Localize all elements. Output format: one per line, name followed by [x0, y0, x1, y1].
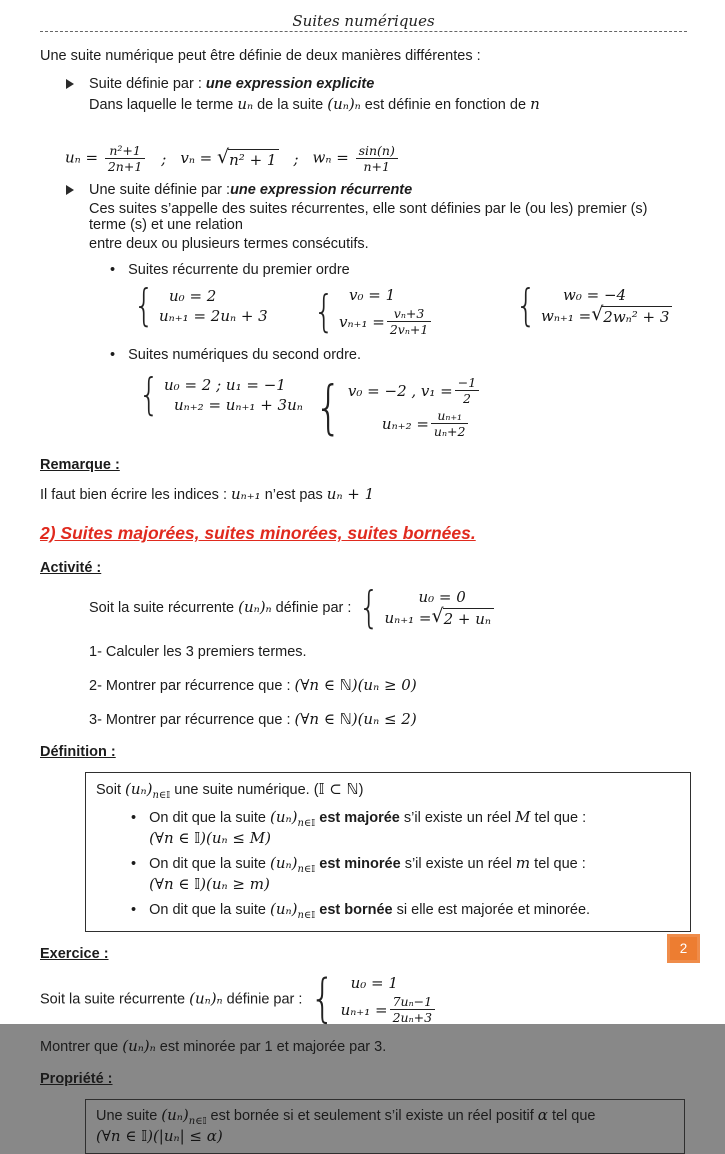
- second-order-label: Suites numériques du second ordre.: [128, 347, 362, 363]
- numerator: vₙ+3: [387, 306, 432, 322]
- brace: {: [133, 280, 155, 331]
- bullet-recurrent-heading: [89, 182, 412, 198]
- def-intro-t3: ): [358, 782, 364, 798]
- seq-sub: n∈𝕀: [297, 864, 316, 875]
- desc-text: de la suite: [253, 97, 328, 113]
- q2-text: 2- Montrer par récurrence que :: [89, 678, 295, 694]
- radical: [217, 145, 279, 169]
- fraction: [387, 306, 432, 337]
- radicand: n² + 1: [228, 149, 279, 169]
- property-box: [85, 1099, 685, 1154]
- page-number-badge: 2: [667, 934, 700, 963]
- t: tel que :: [530, 810, 587, 826]
- bullet-explicit-pre: Suite définie par :: [89, 76, 206, 92]
- numerator: uₙ₊₁: [431, 408, 469, 424]
- brace: {: [515, 280, 537, 332]
- q2-math: (∀n ∈ ℕ)(uₙ ≥ 0): [294, 676, 417, 694]
- system-u: [130, 280, 310, 337]
- t: On dit que la suite: [149, 856, 270, 872]
- lhs: uₙ₊₂ =: [381, 414, 429, 433]
- system-line: uₙ₊₁ = 2uₙ + 3: [159, 306, 268, 325]
- exercise-task: [40, 1037, 687, 1055]
- math-un: uₙ: [237, 95, 254, 113]
- bullet-explicit: [66, 76, 687, 92]
- math-condition: (∀n ∈ 𝕀)(uₙ ≥ m): [149, 875, 270, 893]
- fraction: [455, 375, 479, 406]
- math-m: m: [515, 854, 531, 872]
- definition-item-minoree: [131, 854, 680, 893]
- activity-t1: Soit la suite récurrente: [89, 599, 239, 616]
- t: tel que :: [530, 856, 586, 872]
- seq-sub: n∈𝕀: [297, 818, 316, 829]
- activity-intro: [89, 582, 687, 634]
- seq-base: (uₙ): [270, 808, 298, 826]
- brace: {: [313, 285, 335, 337]
- q3-math: (∀n ∈ ℕ)(uₙ ≤ 2): [294, 710, 417, 728]
- t: On dit que la suite: [149, 810, 270, 826]
- system-line: [339, 306, 433, 337]
- sqrt-icon: √: [217, 145, 230, 168]
- remark-t1: Il faut bien écrire les indices :: [40, 487, 232, 503]
- prop-t2: est bornée si et seulement s’il existe un réel positif: [206, 1108, 538, 1124]
- numerator: 7uₙ−1: [390, 994, 436, 1010]
- math-sequence: (uₙ)ₙ: [189, 989, 223, 1008]
- system-line: [341, 994, 438, 1025]
- system-line: u₀ = 1: [350, 974, 398, 992]
- exercise-t2: définie par :: [222, 991, 307, 1008]
- denominator: 2: [462, 391, 471, 406]
- explicit-formulas: [65, 143, 687, 174]
- intro-paragraph: Une suite numérique peut être définie de deux manières différentes :: [40, 48, 481, 64]
- formula-vn: [180, 145, 279, 169]
- task-t1: Montrer que: [40, 1039, 123, 1055]
- system-line: [348, 375, 481, 406]
- exercise-system: [306, 969, 437, 1030]
- second-order-systems: [135, 369, 687, 441]
- t: On dit que la suite: [149, 902, 270, 918]
- t: s’il existe un réel: [404, 856, 516, 872]
- bullet-recurrent-pre: Une suite définie par :: [89, 182, 231, 198]
- desc-text: Dans laquelle le terme: [89, 97, 238, 113]
- math-seq-indexed: [125, 780, 171, 801]
- bullet-explicit-heading: [89, 76, 374, 92]
- exercise-t1: Soit la suite récurrente: [40, 991, 190, 1008]
- seq-base: (uₙ): [161, 1106, 189, 1124]
- remark-heading: Remarque :: [40, 457, 120, 473]
- numerator: sin(n): [356, 143, 398, 159]
- definition-item-majoree: [131, 808, 680, 847]
- seq-base: (uₙ): [270, 900, 298, 918]
- math-seq-indexed: [270, 900, 316, 921]
- header-title: Suites numériques: [292, 12, 435, 30]
- recurrent-desc-line1: Ces suites s’appelle des suites récurrentes, elle sont définies par le (ou les) premier (s) terme (s) et une relation: [89, 201, 648, 233]
- first-order-systems: [130, 280, 687, 337]
- system-line: u₀ = 2 ; u₁ = −1: [164, 375, 286, 394]
- property-heading: Propriété :: [40, 1071, 113, 1087]
- dot-bullet-icon: •: [110, 347, 116, 363]
- q3-text: 3- Montrer par récurrence que :: [89, 712, 295, 728]
- system-line: w₀ = −4: [563, 286, 627, 304]
- math-condition: (∀n ∈ 𝕀)(|uₙ| ≤ α): [96, 1127, 223, 1145]
- sqrt-icon: √: [591, 303, 604, 325]
- lhs: v₀ = −2 , v₁ =: [347, 381, 453, 400]
- arrow-bullet-icon: [66, 79, 74, 89]
- lhs: vₙ₊₁ =: [339, 312, 385, 331]
- second-order-bullet: [110, 347, 687, 363]
- activity-q1: 1- Calculer les 3 premiers termes.: [89, 644, 307, 660]
- remark-text: [40, 485, 687, 503]
- math-condition: (∀n ∈ 𝕀)(uₙ ≤ M): [149, 829, 271, 847]
- brace: {: [310, 969, 336, 1030]
- seq-sub: n∈𝕀: [152, 790, 171, 801]
- lhs: wₙ₊₁ =: [541, 307, 592, 325]
- arrow-bullet-icon: [66, 185, 74, 195]
- dot-bullet-icon: •: [131, 810, 137, 826]
- t: s’il existe un réel: [403, 810, 516, 826]
- fraction: [431, 408, 469, 439]
- brace: {: [358, 582, 380, 634]
- system-w: [512, 280, 672, 337]
- brace: {: [314, 372, 343, 441]
- system-u2: [135, 369, 310, 439]
- seq-sub: n∈𝕀: [188, 1116, 207, 1127]
- system-line: [348, 408, 481, 439]
- brace: {: [138, 369, 160, 420]
- bullet-explicit-desc: [89, 95, 687, 113]
- activity-heading: Activité :: [40, 560, 102, 576]
- system-v: [310, 286, 512, 337]
- denominator: 2vₙ+1: [389, 322, 429, 337]
- prop-t3: tel que: [547, 1108, 596, 1124]
- math-n: n: [530, 95, 540, 113]
- formula-lhs: uₙ =: [65, 148, 99, 167]
- prop-t1: Une suite: [96, 1108, 162, 1124]
- math-sequence: (uₙ)ₙ: [327, 95, 361, 113]
- bullet-explicit-em: une expression explicite: [205, 76, 375, 92]
- formula-un: [65, 143, 147, 174]
- def-intro-t2: une suite numérique. (: [170, 782, 319, 798]
- def-li-text: [149, 854, 680, 893]
- bold-minoree: est minorée: [315, 856, 405, 872]
- radical: [591, 303, 672, 326]
- fraction: [105, 143, 145, 174]
- system-v2: [310, 372, 481, 441]
- system-line: v₀ = 1: [349, 286, 396, 304]
- system-line: [384, 605, 494, 628]
- bullet-recurrent: [66, 182, 687, 198]
- formula-lhs: wₙ =: [312, 148, 349, 167]
- math-seq-indexed: [270, 854, 316, 875]
- math-un-plus-1: uₙ + 1: [326, 485, 375, 503]
- page-header: [40, 12, 687, 32]
- exercise-intro: [40, 969, 687, 1030]
- lhs: uₙ₊₁ =: [340, 1000, 388, 1019]
- numerator: −1: [455, 375, 479, 391]
- system-line: u₀ = 2: [169, 286, 217, 305]
- fraction: [356, 143, 398, 174]
- def-intro-t1: Soit: [96, 782, 126, 798]
- bold-bornee: est bornée: [315, 902, 397, 918]
- system-line: uₙ₊₂ = uₙ₊₁ + 3uₙ: [174, 395, 303, 414]
- denominator: 2uₙ+3: [392, 1010, 433, 1025]
- first-order-label: Suites récurrente du premier ordre: [128, 262, 350, 278]
- math-sequence: (uₙ)ₙ: [122, 1037, 156, 1055]
- bullet-recurrent-em: une expression récurrente: [230, 182, 413, 198]
- recurrent-desc-line2: entre deux ou plusieurs termes consécutifs.: [89, 236, 369, 252]
- seq-base: (uₙ): [270, 854, 298, 872]
- seq-sub: n∈𝕀: [297, 910, 316, 921]
- math-M: M: [515, 808, 531, 826]
- activity-t2: définie par :: [271, 599, 356, 616]
- radicand: 2 + uₙ: [443, 608, 494, 628]
- radicand: 2wₙ² + 3: [602, 306, 672, 326]
- system-line: u₀ = 0: [418, 588, 466, 606]
- numerator: n²+1: [105, 143, 145, 159]
- math-alpha: α: [537, 1106, 548, 1124]
- math-seq-indexed: [270, 808, 316, 829]
- denominator: n+1: [363, 159, 390, 174]
- activity-system: [355, 582, 494, 634]
- denominator: uₙ+2: [433, 424, 466, 439]
- property-text: [96, 1106, 674, 1145]
- lhs: uₙ₊₁ =: [384, 609, 432, 627]
- def-li-text: [149, 900, 590, 921]
- definition-item-bornee: [131, 900, 680, 921]
- math-seq-indexed: [161, 1106, 207, 1127]
- separator: ;: [293, 149, 299, 168]
- dot-bullet-icon: •: [131, 902, 137, 918]
- seq-base: (uₙ): [125, 780, 153, 798]
- math-I-subset-N: 𝕀 ⊂ ℕ: [318, 780, 359, 798]
- section-2-title: 2) Suites majorées, suites minorées, suites bornées.: [40, 523, 476, 543]
- radical: [431, 605, 494, 628]
- math-un1: uₙ₊₁: [231, 485, 261, 503]
- definition-intro: [96, 780, 680, 801]
- system-line: [541, 303, 672, 326]
- formula-lhs: vₙ =: [180, 148, 213, 167]
- definition-box: [85, 772, 691, 932]
- fraction: [390, 994, 436, 1025]
- math-sequence: (uₙ)ₙ: [238, 597, 272, 616]
- exercise-heading: Exercice :: [40, 946, 109, 962]
- remark-t2: n’est pas: [260, 487, 327, 503]
- definition-heading: Définition :: [40, 744, 116, 760]
- formula-wn: [313, 143, 400, 174]
- def-li-text: [149, 808, 680, 847]
- first-order-bullet: [110, 262, 687, 278]
- separator: ;: [161, 149, 167, 168]
- denominator: 2n+1: [107, 159, 143, 174]
- activity-q3: [89, 710, 687, 728]
- dot-bullet-icon: •: [131, 856, 137, 872]
- dot-bullet-icon: •: [110, 262, 116, 278]
- activity-q2: [89, 676, 687, 694]
- desc-text: est définie en fonction de: [360, 97, 531, 113]
- sqrt-icon: √: [431, 605, 444, 627]
- t: si elle est majorée et minorée.: [396, 902, 591, 918]
- bold-majoree: est majorée: [315, 810, 404, 826]
- task-t2: est minorée par 1 et majorée par 3.: [155, 1039, 387, 1055]
